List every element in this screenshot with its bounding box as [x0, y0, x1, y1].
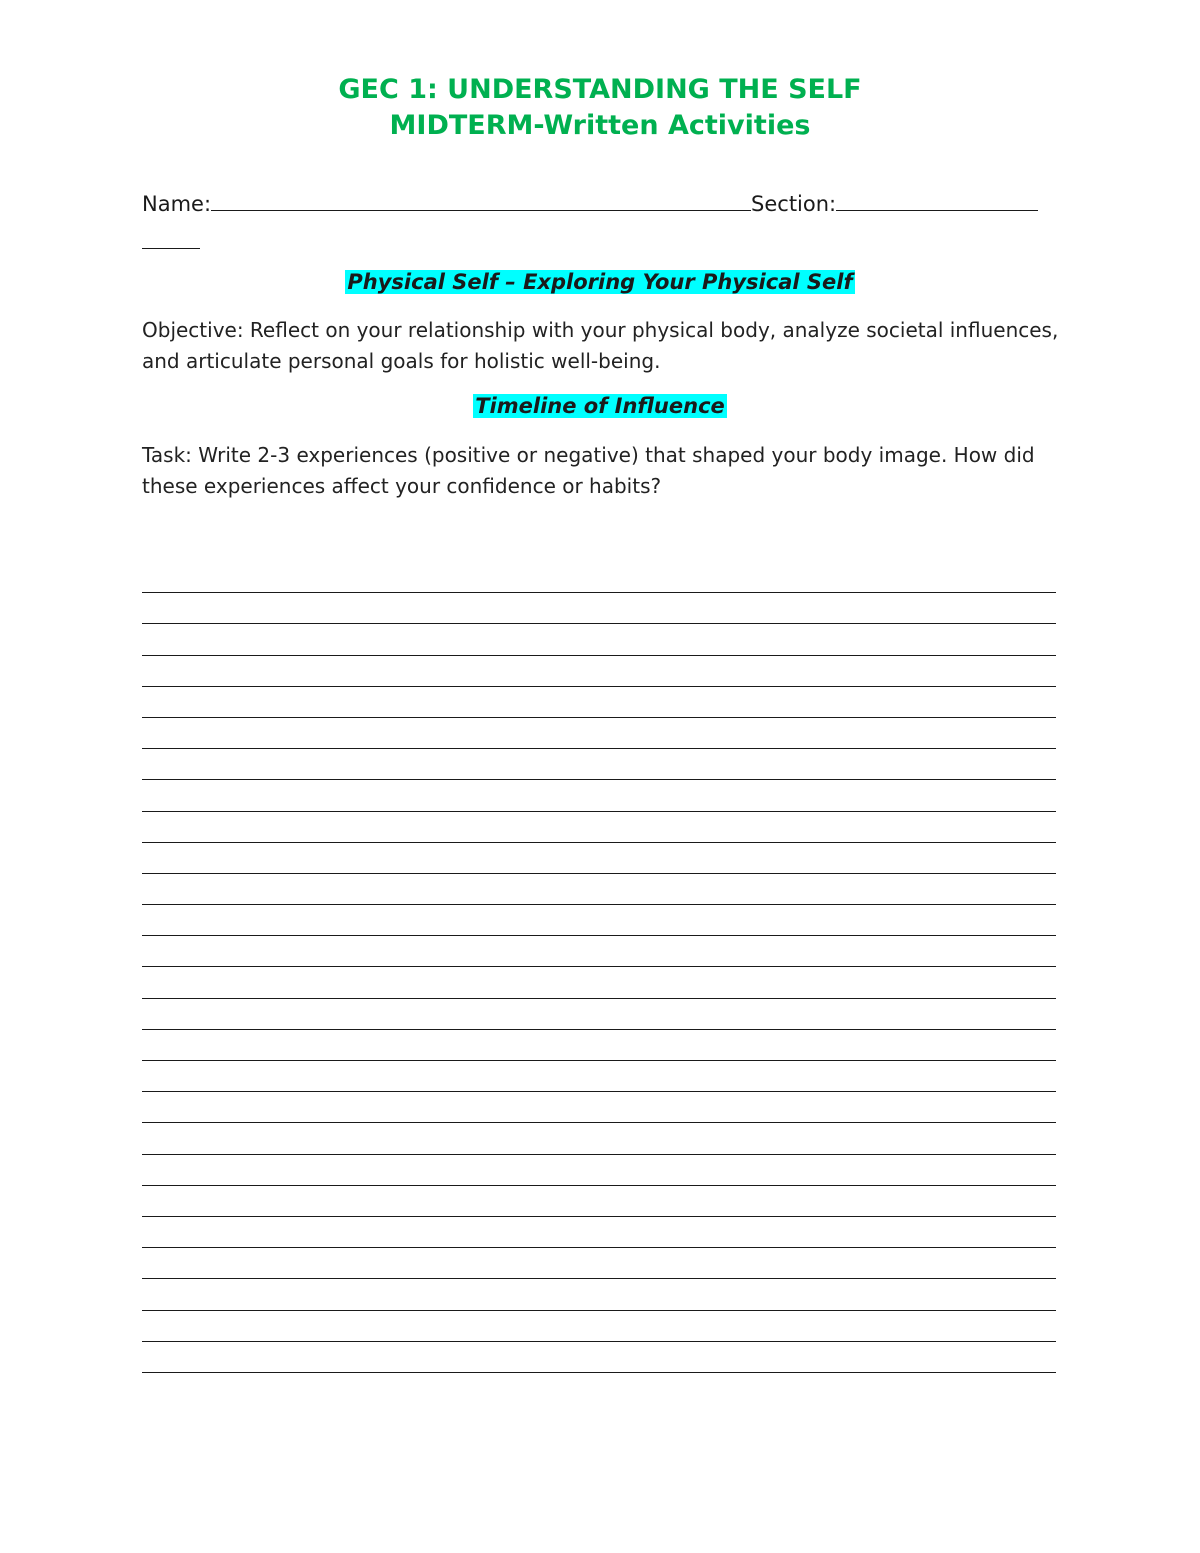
section-heading: [0, 268, 1200, 296]
document-title: GEC 1: UNDERSTANDING THE SELF: [338, 74, 862, 105]
answer-area[interactable]: [142, 568, 1056, 1379]
answer-line[interactable]: [142, 568, 1056, 599]
answer-line[interactable]: [142, 973, 1056, 1004]
answer-line[interactable]: [142, 693, 1056, 724]
answer-line[interactable]: [142, 1348, 1056, 1379]
answer-line[interactable]: [142, 1036, 1056, 1067]
answer-line[interactable]: [142, 630, 1056, 661]
activity-heading-text: Timeline of Influence: [475, 394, 725, 418]
document-header: [0, 72, 1200, 144]
answer-line[interactable]: [142, 849, 1056, 880]
answer-line[interactable]: [142, 1098, 1056, 1129]
activity-heading: [0, 392, 1200, 420]
answer-line[interactable]: [142, 662, 1056, 693]
name-label: Name:: [142, 192, 212, 216]
section-field[interactable]: [836, 190, 1038, 211]
task-text: Task: Write 2-3 experiences (positive or negative) that shaped your body image. How did these experiences affect your confidence or habits?: [142, 443, 1035, 498]
answer-line[interactable]: [142, 1285, 1056, 1316]
objective-text: Objective: Reflect on your relationship with your physical body, analyze societal influences, and articulate personal goals for holistic well-being.: [142, 318, 1059, 373]
name-field[interactable]: [211, 190, 751, 211]
answer-line[interactable]: [142, 942, 1056, 973]
answer-line[interactable]: [142, 1223, 1056, 1254]
answer-line[interactable]: [142, 1129, 1056, 1160]
answer-line[interactable]: [142, 1067, 1056, 1098]
student-info-row: [142, 190, 1062, 218]
answer-line[interactable]: [142, 786, 1056, 817]
answer-line[interactable]: [142, 599, 1056, 630]
answer-line[interactable]: [142, 880, 1056, 911]
answer-line[interactable]: [142, 1192, 1056, 1223]
document-subtitle: MIDTERM-Written Activities: [389, 110, 811, 141]
answer-line[interactable]: [142, 1161, 1056, 1192]
section-label: Section:: [751, 192, 837, 216]
answer-line[interactable]: [142, 724, 1056, 755]
answer-line[interactable]: [142, 1005, 1056, 1036]
answer-line[interactable]: [142, 755, 1056, 786]
answer-line[interactable]: [142, 1254, 1056, 1285]
answer-line[interactable]: [142, 818, 1056, 849]
answer-line[interactable]: [142, 911, 1056, 942]
section-field-continuation[interactable]: [142, 228, 200, 249]
section-heading-text: Physical Self – Exploring Your Physical Self: [347, 270, 853, 294]
answer-line[interactable]: [142, 1317, 1056, 1348]
